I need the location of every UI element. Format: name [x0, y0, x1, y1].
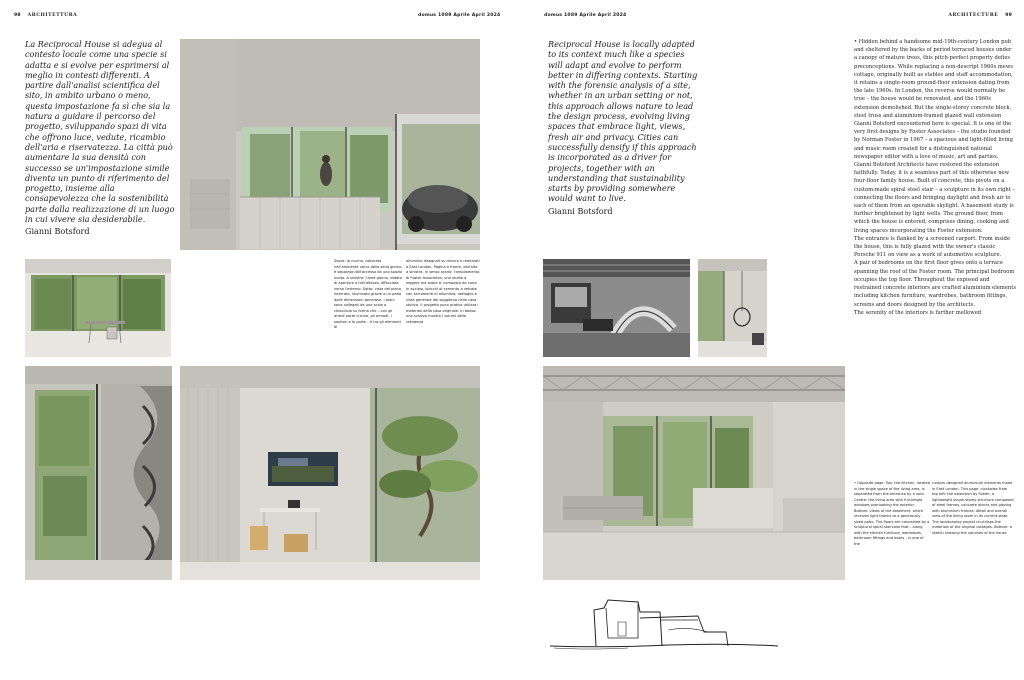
quote-italian-text: La Reciprocal House si adegua al contesto locale come una specie si adatta e si evolve per esprimersi al meglio in contesti differenti. A partire dall'analisi scientifica del sito, in ambito urbano o meno, questa impostazione fa sì che sia la natura a guidare il percorso del progetto, sviluppando spazi di vita che offrono luce, vedute, ricambio dell'aria e riservatezza. La città può aumentare la sua densità con successo se un'impostazione simile diventa un punto di riferimento del progetto, insieme alla consapevolezza che la sostenibilità parte dalla realizzazione di un luogo in cui vivere sia desiderabile. [25, 39, 175, 225]
body-paragraph: A pair of bedrooms on the first floor gives onto a terrace spanning the roof of the Foster room. The principal bedroom occupies the top floor. Throughout the exposed and restrained concrete interiors are crafted aluminium elements including kitchen furniture, wardrobes, bathroom fittings, screens and doors designed by the architects. [854, 260, 1016, 308]
caption-english-col2: custom-designed aluminium elements made in East London. This page, clockwise from top left: the extension by Foster; a lightweight single-storey structure composed of steel frames, concrete blocks and glazing with aluminium frames; detail and overall view of the living room in its current state. The landscaping project re-utilises the materials of the original cottages. Bottom: a sketch showing the volumes of the house [932, 481, 1014, 535]
caption-italian-col1: Sopra: la cucina, collocata nell'ambiente unico della zona giorno, è separata dall'accesso da uno spazio vuoto. A sinistra: l'area giorno, dotata di aperture a tutt'altezza, affacciata verso l'esterno. Sotto: vista del piano interrato, illuminato grazie a un patio dalle dimensioni generose. I piani sono collegati da una scala a chiocciola su forma che – con gli arredi parte cucina, gli armadi, i sanitari e le porte – è tra gli elementi di [334, 259, 403, 329]
left-issue-label: domus 1089 Aprile April 2024 [418, 13, 501, 18]
caption-italian-col2: alluminio disegnati su misura e realizzati a East London. Pagina a fronte, dall'alto a sinistra, in senso orario: l'ampliamento di Foster Associates; uno studio a leggere ma sopra a: composto da corpi in acciaio, blocchi di cemento a vetrate con serramenti di alluminio; dettaglio e vista generale del soggiorno nella casa storica. Il progetto poco pratico utilizza i materiali della casa originale. In basso: uno schizzo mostra i volumi della residenza [406, 259, 480, 324]
quote-italian [25, 39, 175, 236]
body-paragraph: The serenity of the interiors is further mellowed [854, 309, 982, 316]
quote-italian-author: Gianni Botsford [25, 226, 90, 237]
volume-sketch [548, 590, 780, 658]
right-page-header [948, 13, 1012, 18]
quote-english [548, 39, 698, 216]
right-issue-label: domus 1089 Aprile April 2024 [544, 13, 627, 18]
quote-english-text: Reciprocal House is locally adapted to its context much like a species will adapt and evolve to perform better in differing contexts. Starting with the forensic analysis of a site, whether in an urban setting or not, this approach allows nature to lead the design process, evolving living spaces that embrace light, views, fresh air and privacy. Cities can successfully densify if this approach is incorporated as a driver for projects, together with an understanding that sustainability starts by providing somewhere would want to live. [548, 39, 698, 204]
right-section-label: ARCHITECTURE [948, 13, 999, 18]
living-area-photo [25, 259, 171, 357]
caption-english-col1: • Opposite page. Top: the kitchen, located in the single space of the living area, is separated from the entrance by a void. Centre: the living area with full-height windows overlooking the exterior. Bottom: views of the basement, which receives light thanks to a generously sized patio. The floors are connected by a sculptural spiral staircase that – along with the kitchen furniture, wardrobes, bathroom fittings and doors – is one of the [854, 481, 930, 546]
left-section-label: ARCHITETTURA [27, 13, 78, 18]
right-page-number: 99 [1005, 13, 1012, 18]
article-body [854, 38, 1016, 361]
left-page-number: 98 [14, 13, 21, 18]
body-paragraph: • Hidden behind a handsome mid-19th-century London pub and sheltered by the backs of period terraced houses under a canopy of mature trees, this pitch-perfect property defies preconceptions. While replacing a non-descript 1960s mews cottage, originally built as stables and staff accommodation, it retains a single-room ground-floor extension dating from the late 1960s. In London, the reverse would normally be true – the house would be renovated, and the 1960s extension demolished. But the single-storey concrete block, steel truss and aluminium-framed glazed wall extension Gianni Botsford encountered here is special. It is one of the very first designs by Foster Associates – the studio founded by Norman Foster in 1967 – a spacious and light-filled living and music room created for a distinguished national newspaper editor with a love of music, art and parties. Gianni Botsford Architects have restored the extension faithfully. Today, it is a seamless part of this otherwise new four-floor family house. Built of concrete, this pivots on a custom-made spiral steel stair – a sculpture in its own right – connecting the floors and bringing daylight and fresh air to each of them from an operable skylight. A basement study is further brightened by light wells. The ground floor, from which the house is entered, comprises dining, cooking and living spaces incorporating the Foster extension. [854, 39, 1016, 234]
kitchen-photo [180, 39, 480, 250]
quote-english-author: Gianni Botsford [548, 205, 613, 216]
historic-interior-photo [543, 259, 690, 357]
living-room-photo [543, 366, 845, 580]
hanging-chair-photo [698, 259, 767, 357]
basement-stair-photo [25, 366, 172, 580]
left-page-header [14, 13, 77, 18]
basement-study-photo [180, 366, 480, 580]
body-paragraph: The entrance is flanked by a screened carport. From inside the house, this is fully glazed with the owner's classic Porsche 911 on view as a work of automotive sculpture. [854, 235, 1011, 259]
